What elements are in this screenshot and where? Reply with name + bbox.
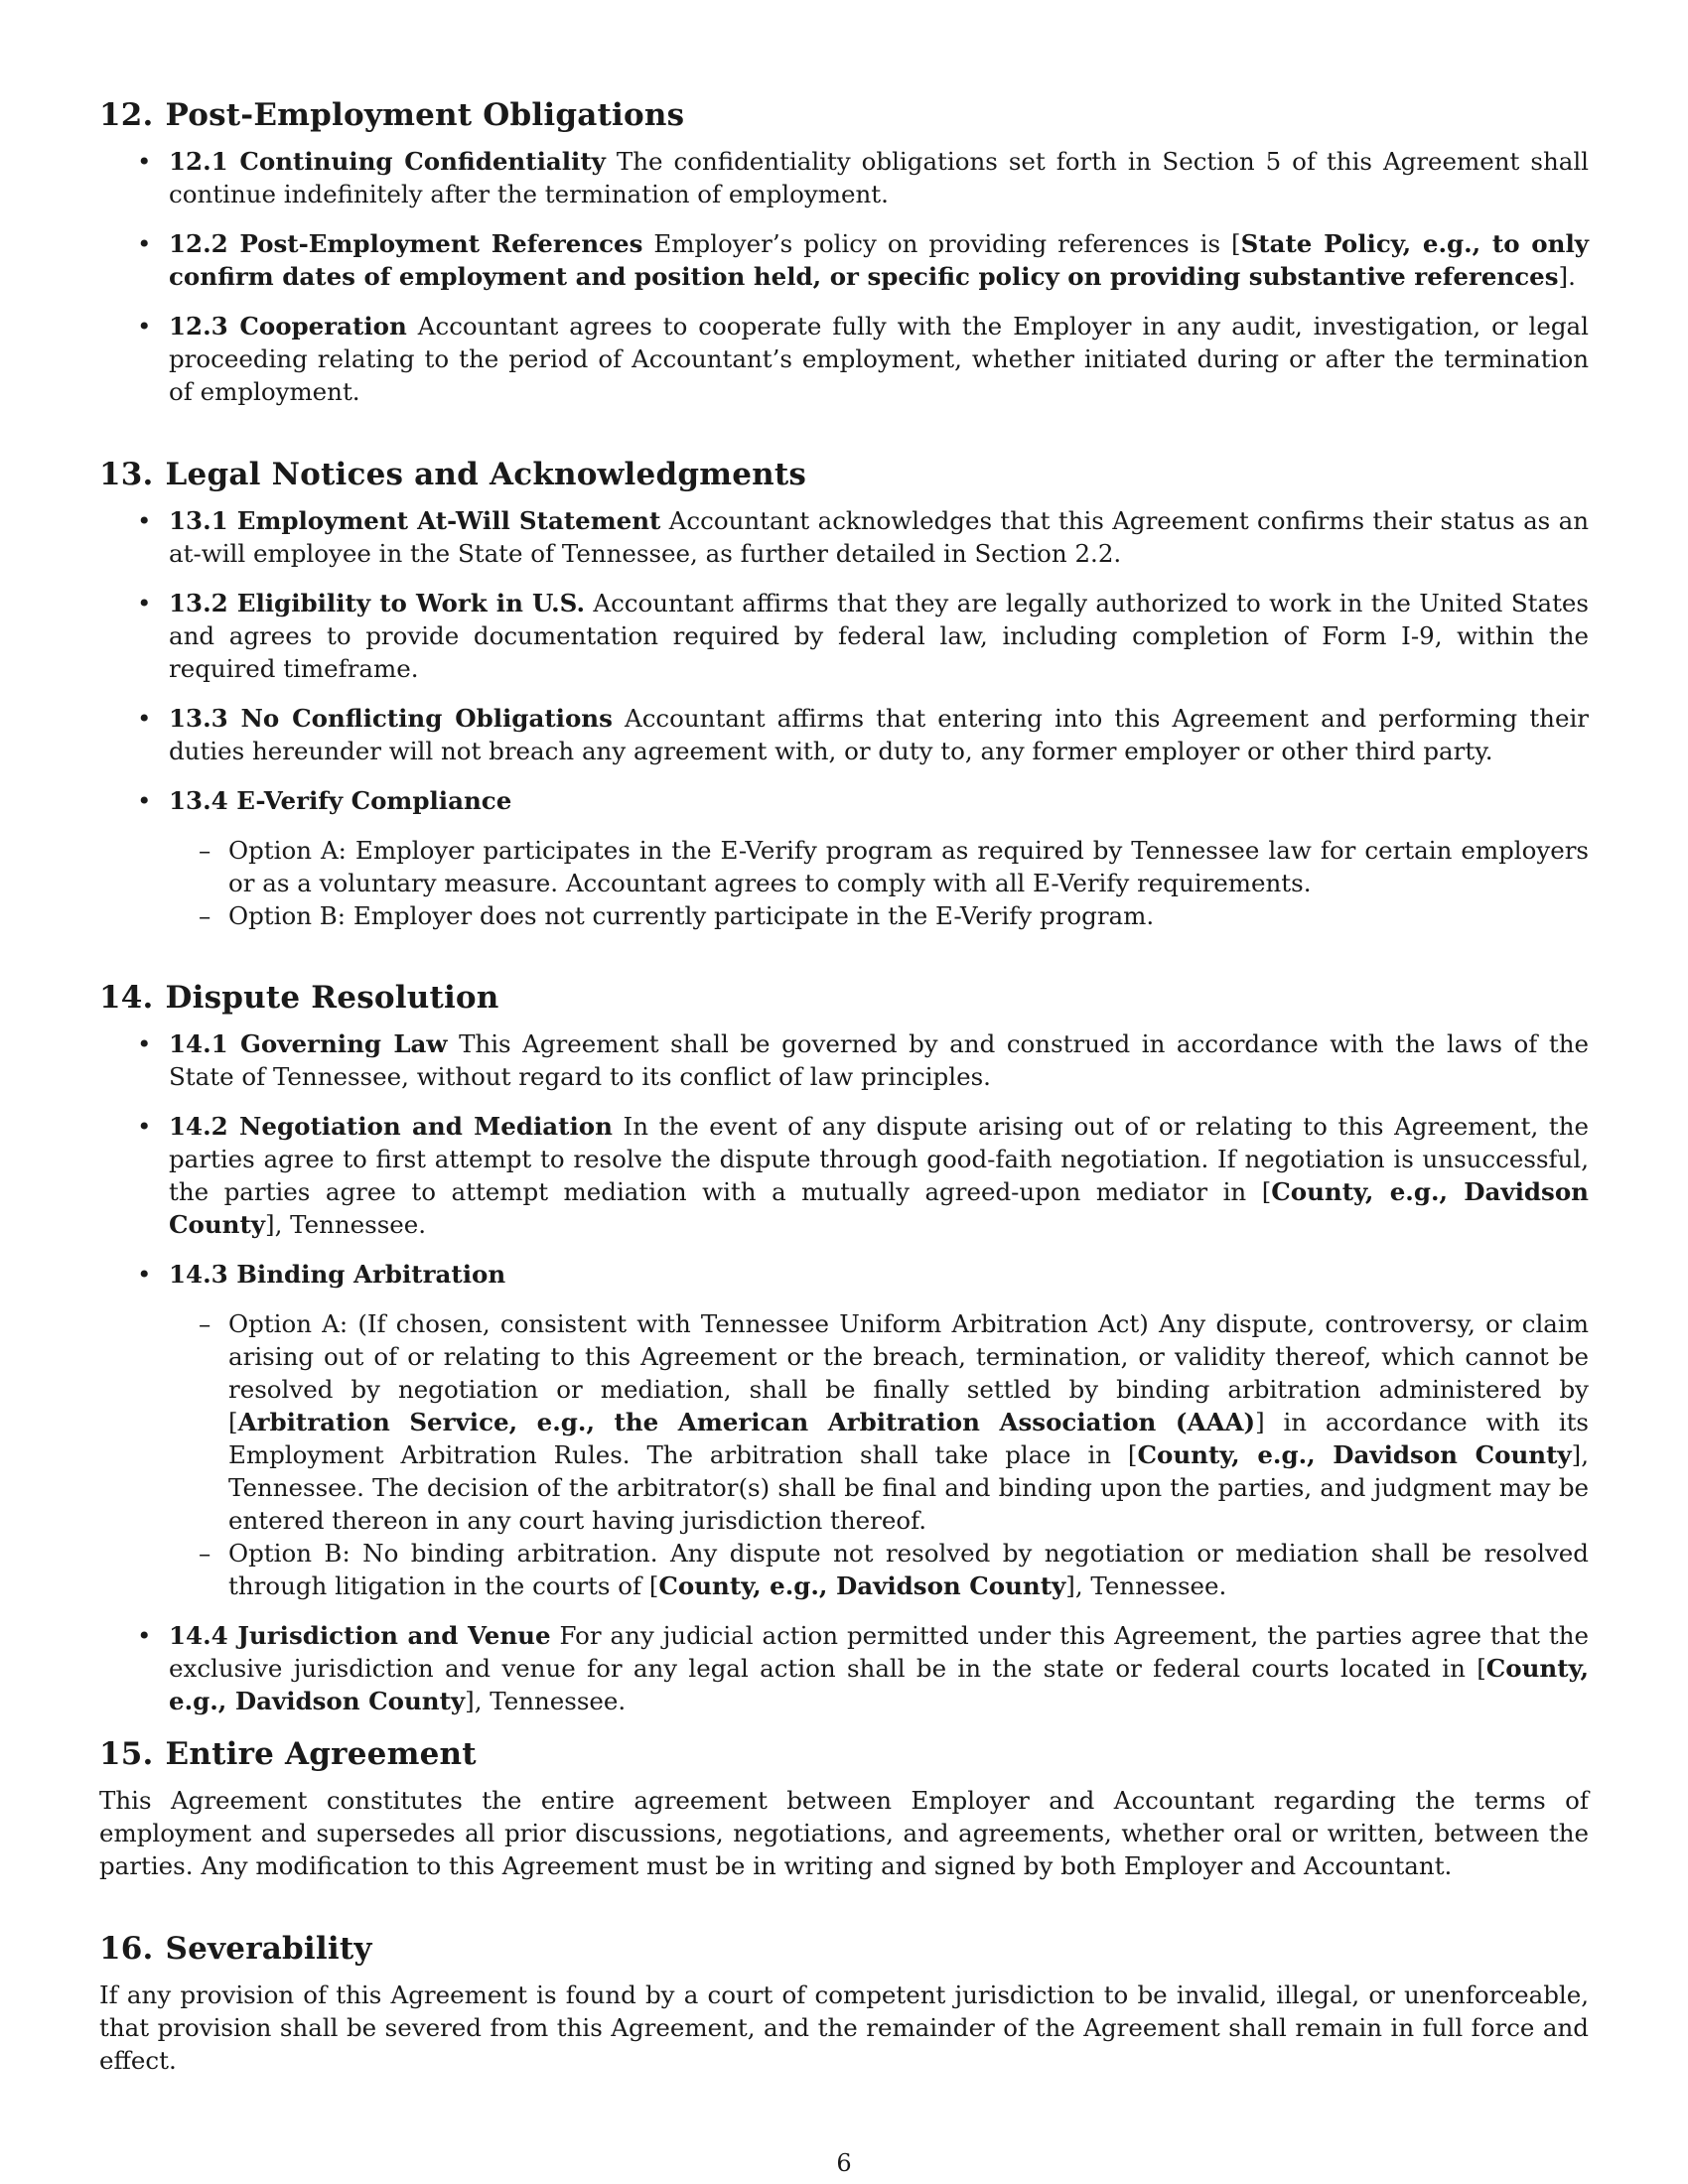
section-body: This Agreement constitutes the entire agreement between Employer and Accountant regarding the terms of employment and supersedes all prior discussions, negotiations, and agreements, whether oral or written, between the parties. Any modification to this Agreement must be in writing and signed by both Employer and Accountant.: [99, 1786, 1589, 1880]
section-16: [99, 1929, 1589, 2077]
page-number: 6: [836, 2149, 852, 2177]
clause-12-3: • 12.3 Cooperation Accountant agrees to cooperate fully with the Employer in any audit, investigation, or legal proceeding relating to the period of Accountant’s employment, whether initiated during or after the termination of employment.: [99, 310, 1589, 408]
clause-heading: 12.1 Continuing Confidentiality: [169, 147, 606, 176]
clause-heading: 13.2 Eligibility to Work in U.S.: [169, 589, 586, 617]
clause-12-2: • 12.2 Post-Employment References Employer’s policy on providing references is [State Policy, e.g., to only confirm dates of employment and position held, or specific policy on providing substantive references].: [99, 227, 1589, 293]
clause-14-4: • 14.4 Jurisdiction and Venue For any judicial action permitted under this Agreement, the parties agree that the exclusive jurisdiction and venue for any legal action shall be in the state or federal courts located in [County, e.g., Davidson County], Tennessee.: [99, 1619, 1589, 1717]
section-13: [99, 455, 1589, 932]
clause-14-3: [99, 1258, 1589, 1602]
section-12: [99, 95, 1589, 408]
section-heading: 14. Dispute Resolution: [99, 980, 499, 1016]
section-heading: 16. Severability: [99, 1931, 372, 1967]
clause-heading: 13.4 E-Verify Compliance: [169, 786, 512, 815]
section-14: [99, 978, 1589, 1717]
section-15: [99, 1734, 1589, 1882]
section-heading: 12. Post-Employment Obligations: [99, 97, 685, 133]
clause-14-2: • 14.2 Negotiation and Mediation In the event of any dispute arising out of or relating to this Agreement, the parties agree to first attempt to resolve the dispute through good-faith negotiation. If negotiation is unsuccessful, the parties agree to attempt mediation with a mutually agreed-upon mediator in [County, e.g., Davidson County], Tennessee.: [99, 1110, 1589, 1241]
clause-heading: 13.1 Employment At-Will Statement: [169, 506, 661, 535]
clause-heading: 14.1 Governing Law: [169, 1029, 448, 1058]
clause-heading: 14.2 Negotiation and Mediation: [169, 1112, 613, 1141]
placeholder-text: County, e.g., Davidson County: [169, 1177, 1589, 1239]
clause-12-1: • 12.1 Continuing Confidentiality The confidentiality obligations set forth in Section 5 of this Agreement shall continue indefinitely after the termination of employment.: [99, 145, 1589, 210]
section-body: If any provision of this Agreement is found by a court of competent jurisdiction to be invalid, illegal, or unenforceable, that provision shall be severed from this Agreement, and the remainder of the Agreement shall remain in full force and effect.: [99, 1980, 1589, 2075]
clause-heading: 12.2 Post-Employment References: [169, 229, 643, 258]
section-heading: 15. Entire Agreement: [99, 1736, 477, 1772]
option-b: – Option B: No binding arbitration. Any dispute not resolved by negotiation or mediation shall be resolved through litigation in the courts of [County, e.g., Davidson County], Tennessee.: [169, 1537, 1589, 1602]
option-a: – Option A: (If chosen, consistent with Tennessee Uniform Arbitration Act) Any dispute, controversy, or claim arising out of or relating to this Agreement or the breach, termination, or validity thereof, which cannot be resolved by negotiation or mediation, shall be finally settled by binding arbitration administered by [Arbitration Service, e.g., the American Arbitration Association (AAA)] in accordance with its Employment Arbitration Rules. The arbitration shall take place in [County, e.g., Davidson County], Tennessee. The decision of the arbitrator(s) shall be final and binding upon the parties, and judgment may be entered thereon in any court having jurisdiction thereof.: [169, 1307, 1589, 1537]
option-b: – Option B: Employer does not currently participate in the E-Verify program.: [169, 899, 1589, 932]
section-heading: 13. Legal Notices and Acknowledgments: [99, 457, 807, 492]
clause-13-4: [99, 784, 1589, 932]
clause-heading: 14.3 Binding Arbitration: [169, 1260, 506, 1289]
clause-13-1: • 13.1 Employment At-Will Statement Accountant acknowledges that this Agreement confirms their status as an at-will employee in the State of Tennessee, as further detailed in Section 2.2.: [99, 504, 1589, 570]
placeholder-text: County, e.g., Davidson County: [169, 1654, 1589, 1715]
clause-13-3: • 13.3 No Conflicting Obligations Accountant affirms that entering into this Agreement and performing their duties hereunder will not breach any agreement with, or duty to, any former employer or other third party.: [99, 702, 1589, 767]
placeholder-text: State Policy, e.g., to only confirm dates of employment and position held, or specific policy on providing substantive references: [169, 229, 1589, 291]
clause-heading: 13.3 No Conflicting Obligations: [169, 704, 613, 733]
clause-14-1: • 14.1 Governing Law This Agreement shall be governed by and construed in accordance with the laws of the State of Tennessee, without regard to its conflict of law principles.: [99, 1027, 1589, 1093]
clause-heading: 12.3 Cooperation: [169, 312, 407, 341]
clause-heading: 14.4 Jurisdiction and Venue: [169, 1621, 551, 1650]
option-a: – Option A: Employer participates in the E-Verify program as required by Tennessee law for certain employers or as a voluntary measure. Accountant agrees to comply with all E-Verify requirements.: [169, 834, 1589, 899]
clause-13-2: • 13.2 Eligibility to Work in U.S. Accountant affirms that they are legally authorized to work in the United States and agrees to provide documentation required by federal law, including completion of Form I-9, within the required timeframe.: [99, 587, 1589, 685]
